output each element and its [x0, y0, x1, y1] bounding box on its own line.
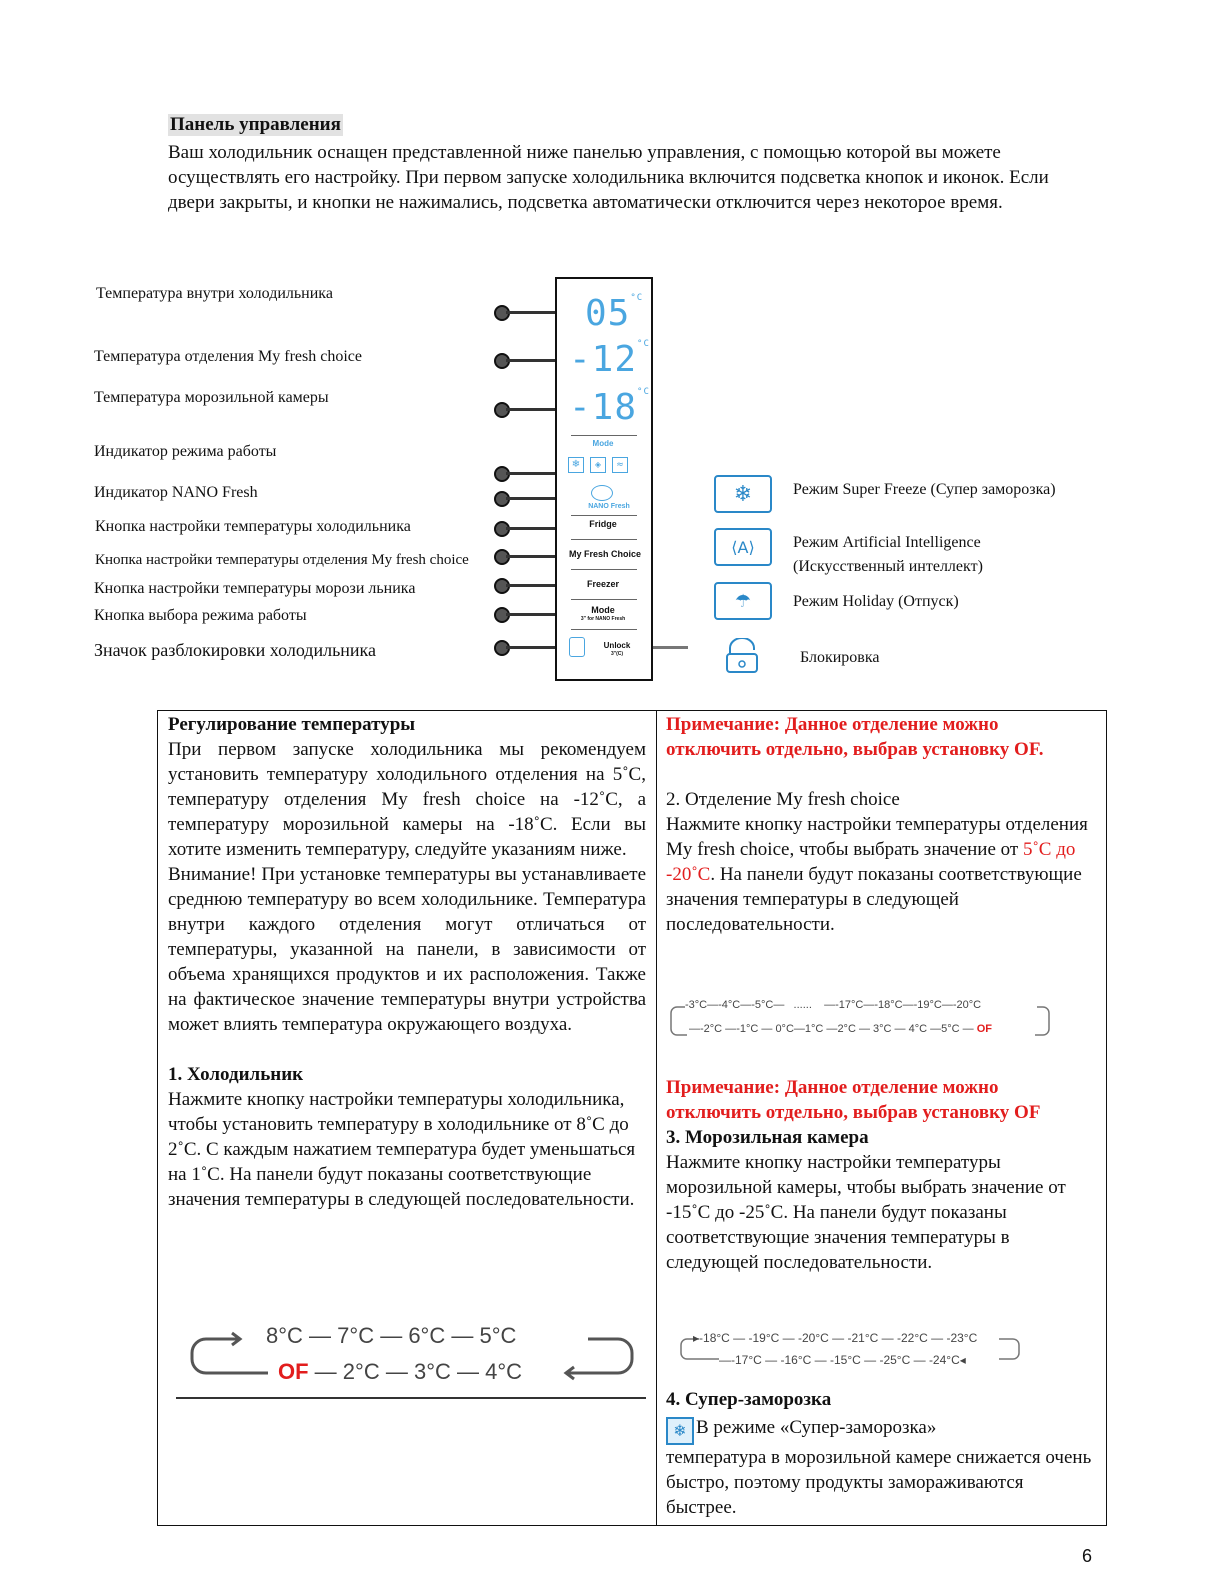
seq-value: 2°C — [342, 1359, 380, 1384]
freezer-button[interactable]: Freezer — [586, 579, 620, 589]
note: Примечание: Данное отделение можно отключить отдельно, выбрав установку OF. — [666, 714, 1044, 760]
page-number: 6 — [1082, 1546, 1093, 1566]
paragraph: Нажмите кнопку настройки температуры отделения My fresh choice, чтобы выбрать значение от 5˚С до -20˚С. На панели будут показаны соответствующие значения температуры в следующей последовательности. — [666, 814, 1088, 935]
seq-value-off: OF — [278, 1359, 309, 1384]
unlock-button[interactable]: Unlock — [603, 641, 631, 650]
sequence-row-bottom: OF — 2°C — 3°C — 4°C — [278, 1359, 523, 1384]
sequence-row-bottom: —-17°C — -16°C — -15°C — -25°C — -24°C◂ — [719, 1353, 966, 1367]
seq-value: 8°C — [266, 1323, 303, 1348]
label-unlock-icon: Значок разблокировки холодильника — [94, 640, 377, 660]
sequence-row-top: -3°C—-4°C—-5°C— ...... —-17°C—-18°C—-19°C—-20°C — [685, 999, 982, 1011]
label-freezer-button: Кнопка настройки температуры морози льника — [94, 580, 416, 597]
connector-line — [506, 555, 556, 558]
mode-button-sub: 3" for NANO Fresh — [580, 616, 626, 622]
control-panel — [555, 277, 653, 681]
ai-icon: ⟨A⟩ — [714, 528, 772, 566]
subsection-title: 2. Отделение My fresh choice — [666, 789, 900, 810]
divider — [571, 629, 637, 630]
mode-indicator-icons — [568, 457, 628, 473]
snowflake-icon: ❄ — [666, 1417, 694, 1445]
divider — [571, 435, 637, 436]
myfresh-temp-display: $-12^{^\circ C}$ — [569, 339, 650, 380]
note: Примечание: Данное отделение можно отключить отдельно, выбрав установку OF — [666, 1077, 1041, 1123]
right-column — [657, 711, 1106, 1525]
spacer — [666, 762, 1094, 787]
paragraph: ❄ В режиме «Супер-заморозка» — [666, 1415, 1094, 1445]
subsection-title: 1. Холодильник — [168, 1064, 304, 1085]
label-myfresh-temp: Температура отделения My fresh choice — [94, 348, 362, 365]
fridge-button[interactable]: Fridge — [589, 519, 617, 529]
nano-fresh-icon — [591, 485, 613, 501]
divider — [571, 599, 637, 600]
subsection-title: 3. Морозильная камера — [666, 1127, 869, 1148]
connector-line — [506, 472, 556, 475]
subsection-title: 4. Супер-заморозка — [666, 1389, 832, 1410]
label-lock: Блокировка — [800, 649, 880, 666]
label-super-freeze: Режим Super Freeze (Супер заморозка) — [793, 481, 1056, 498]
seq-value: 5°C — [479, 1323, 517, 1348]
label-myfresh-button: Кнопка настройки температуры отделения My fresh choice — [95, 552, 469, 568]
section-title: Панель управления — [170, 114, 341, 135]
seq-value: 4°C — [485, 1359, 523, 1384]
intro-paragraph: Ваш холодильник оснащен представленной ниже панелью управления, с помощью которой вы можете осуществлять его настройку. При первом запуске холодильника включится подсветка кнопок и иконок. Если двери закрыты, и кнопки не нажимались, подсветка автоматически отключится через некоторое время. — [168, 142, 1049, 213]
snowflake-icon: ❄ — [568, 457, 584, 473]
freezer-temp-display: $-18^{^\circ C}$ — [569, 387, 650, 428]
ai-icon: ◈ — [590, 457, 606, 473]
paragraph: температура в морозильной камере снижается очень быстро, поэтому продукты замораживаются быстрее. — [666, 1447, 1092, 1518]
paragraph: При первом запуске холодильника мы рекомендуем установить температуру холодильного отделения на 5˚С, температуру отделения My fresh choice на -12˚С, а температуру морозильной камеры на -18˚С. Если вы хотите изменить температуру, следуйте указаниям ниже. — [168, 739, 646, 860]
connector-line — [506, 359, 556, 362]
paragraph: Нажмите кнопку настройки температуры морозильной камеры, чтобы выбрать значение от -15˚С до -25˚С. На панели будут показаны соответствующие значения температуры в следующей последовательности. — [666, 1152, 1066, 1273]
seq-value: 7°C — [337, 1323, 375, 1348]
sequence-row-bottom: —-2°C —-1°C — 0°C—1°C —2°C — 3°C — 4°C —5°C — OF — [689, 1023, 993, 1035]
paragraph: Нажмите кнопку настройки температуры холодильника, чтобы установить температуру в холодильнике от 8˚С до 2˚С. С каждым нажатием температура будет уменьшаться на 1˚С. На панели будут показаны соответствующие значения температуры в следующей последовательности. — [168, 1089, 636, 1210]
label-fridge-button: Кнопка настройки температуры холодильника — [95, 518, 411, 535]
label-mode-indicator: Индикатор режима работы — [94, 443, 277, 460]
label-ai-mode: Режим Artificial Intelligence — [793, 534, 981, 551]
fridge-temp-sequence — [178, 1323, 648, 1399]
connector-line — [506, 497, 556, 500]
freezer-temp-sequence — [679, 1329, 1039, 1369]
connector-line — [506, 613, 556, 616]
myfresh-button[interactable]: My Fresh Choice — [568, 549, 642, 559]
connector-line — [506, 408, 556, 411]
divider — [176, 1397, 646, 1399]
label-fridge-temp: Температура внутри холодильника — [96, 285, 333, 302]
divider — [571, 515, 637, 516]
unlock-sub: 3"(C) — [610, 651, 624, 657]
nano-fresh-label: NANO Fresh — [588, 503, 630, 510]
snowflake-icon: ❄ — [714, 475, 772, 513]
section-heading: Регулирование температуры — [168, 714, 416, 735]
divider — [571, 569, 637, 570]
paragraph: Внимание! При установке температуры вы устанавливаете среднюю температуру во всем холодильнике. Температура внутри каждого отделения могут отличаться от температуры, указанной на панели, в зависимости от объема хранящихся продуктов и их расположения. Также на фактическое значение температуры внутри устройства может влиять температура окружающего воздуха. — [168, 864, 646, 1035]
holiday-icon: ≈ — [612, 457, 628, 473]
holiday-icon: ☂ — [714, 582, 772, 620]
connector-line — [506, 646, 556, 649]
seq-value: 3°C — [413, 1359, 451, 1384]
label-mode-button: Кнопка выбора режима работы — [94, 607, 307, 624]
instructions-table — [157, 710, 1107, 1526]
label-holiday-mode: Режим Holiday (Отпуск) — [793, 593, 959, 610]
mode-button[interactable]: Mode — [591, 605, 615, 615]
sequence-row-top: ▸-18°C — -19°C — -20°C — -21°C — -22°C — -23°C — [693, 1331, 978, 1345]
sequence-row-top: 8°C — 7°C — 6°C — 5°C — [266, 1323, 517, 1348]
lock-icon[interactable] — [569, 637, 585, 657]
label-nano-indicator: Индикатор NANO Fresh — [94, 484, 258, 501]
connector-line — [506, 527, 556, 530]
label-ai-mode-sub: (Искусственный интеллект) — [793, 558, 983, 575]
fridge-temp-display: $05^{^\circ C}$ — [585, 293, 644, 334]
label-freezer-temp: Температура морозильной камеры — [94, 389, 329, 406]
divider — [571, 539, 637, 540]
myfresh-temp-sequence — [667, 997, 1097, 1045]
left-column — [158, 711, 657, 1525]
spacer — [168, 1037, 646, 1062]
seq-value: 6°C — [408, 1323, 446, 1348]
lock-icon — [722, 638, 762, 674]
mode-indicator-label: Mode — [592, 439, 614, 448]
connector-line — [506, 584, 556, 587]
connector-line — [506, 311, 556, 314]
